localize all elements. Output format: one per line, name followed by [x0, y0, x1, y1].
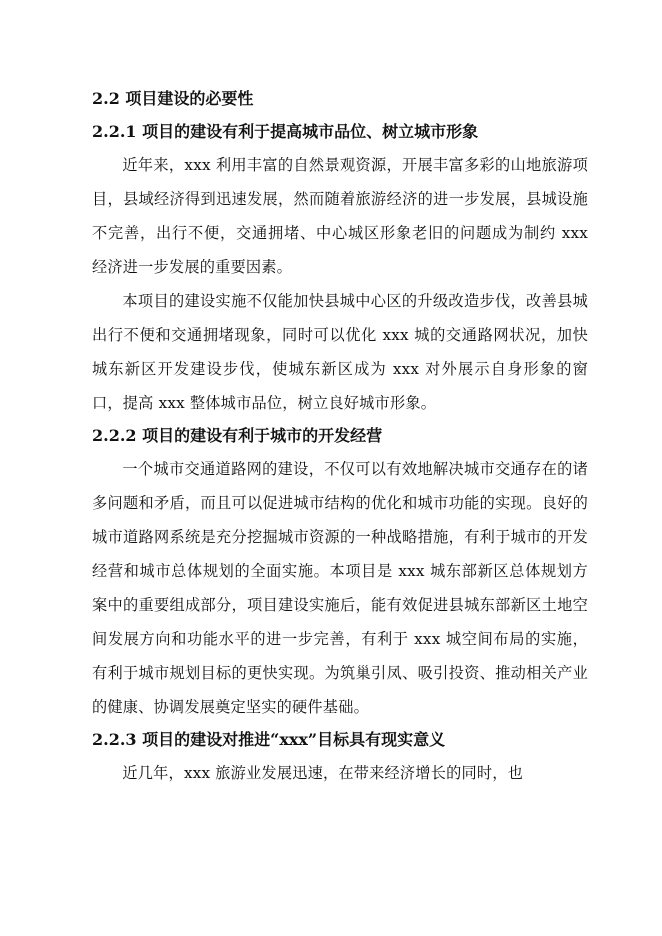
paragraph-4: 近几年，xxx 旅游业发展迅速，在带来经济增长的同时，也	[122, 764, 524, 782]
paragraph-2: 本项目的建设实施不仅能加快县城中心区的升级改造步伐，改善县城出行不便和交通拥堵现象，同时可以优化 xxx 城的交通路网状况，加快城东新区开发建设步伐，使城东新区成为 xxx 对外展示自身形象的窗口，提高 xxx 整体城市品位，树立良好城市形象。	[92, 292, 588, 412]
document-page	[92, 82, 588, 790]
section-heading-2-2: 2.2 项目建设的必要性	[92, 89, 254, 108]
section-heading-2-2-1: 2.2.1 项目的建设有利于提高城市品位、树立城市形象	[92, 122, 479, 141]
paragraph-3: 一个城市交通道路网的建设，不仅可以有效地解决城市交通存在的诸多问题和矛盾，而且可以促进城市结构的优化和城市功能的实现。良好的城市道路网系统是充分挖掘城市资源的一种战略措施，有利于城市的开发经营和城市总体规划的全面实施。本项目是 xxx 城东部新区总体规划方案中的重要组成部分，项目建设实施后，能有效促进县城东部新区土地空间发展方向和功能水平的进一步完善，有利于 xxx 城空间布局的实施，有利于城市规划目标的更快实现。为筑巢引凤、吸引投资、推动相关产业的健康、协调发展奠定坚实的硬件基础。	[92, 460, 588, 716]
paragraph-1: 近年来，xxx 利用丰富的自然景观资源，开展丰富多彩的山地旅游项目，县域经济得到迅速发展，然而随着旅游经济的进一步发展，县城设施不完善，出行不便，交通拥堵、中心城区形象老旧的问题成为制约 xxx 经济进一步发展的重要因素。	[92, 156, 588, 276]
section-heading-2-2-3: 2.2.3 项目的建设对推进“xxx”目标具有现实意义	[92, 730, 446, 749]
section-heading-2-2-2: 2.2.2 项目的建设有利于城市的开发经营	[92, 426, 383, 445]
